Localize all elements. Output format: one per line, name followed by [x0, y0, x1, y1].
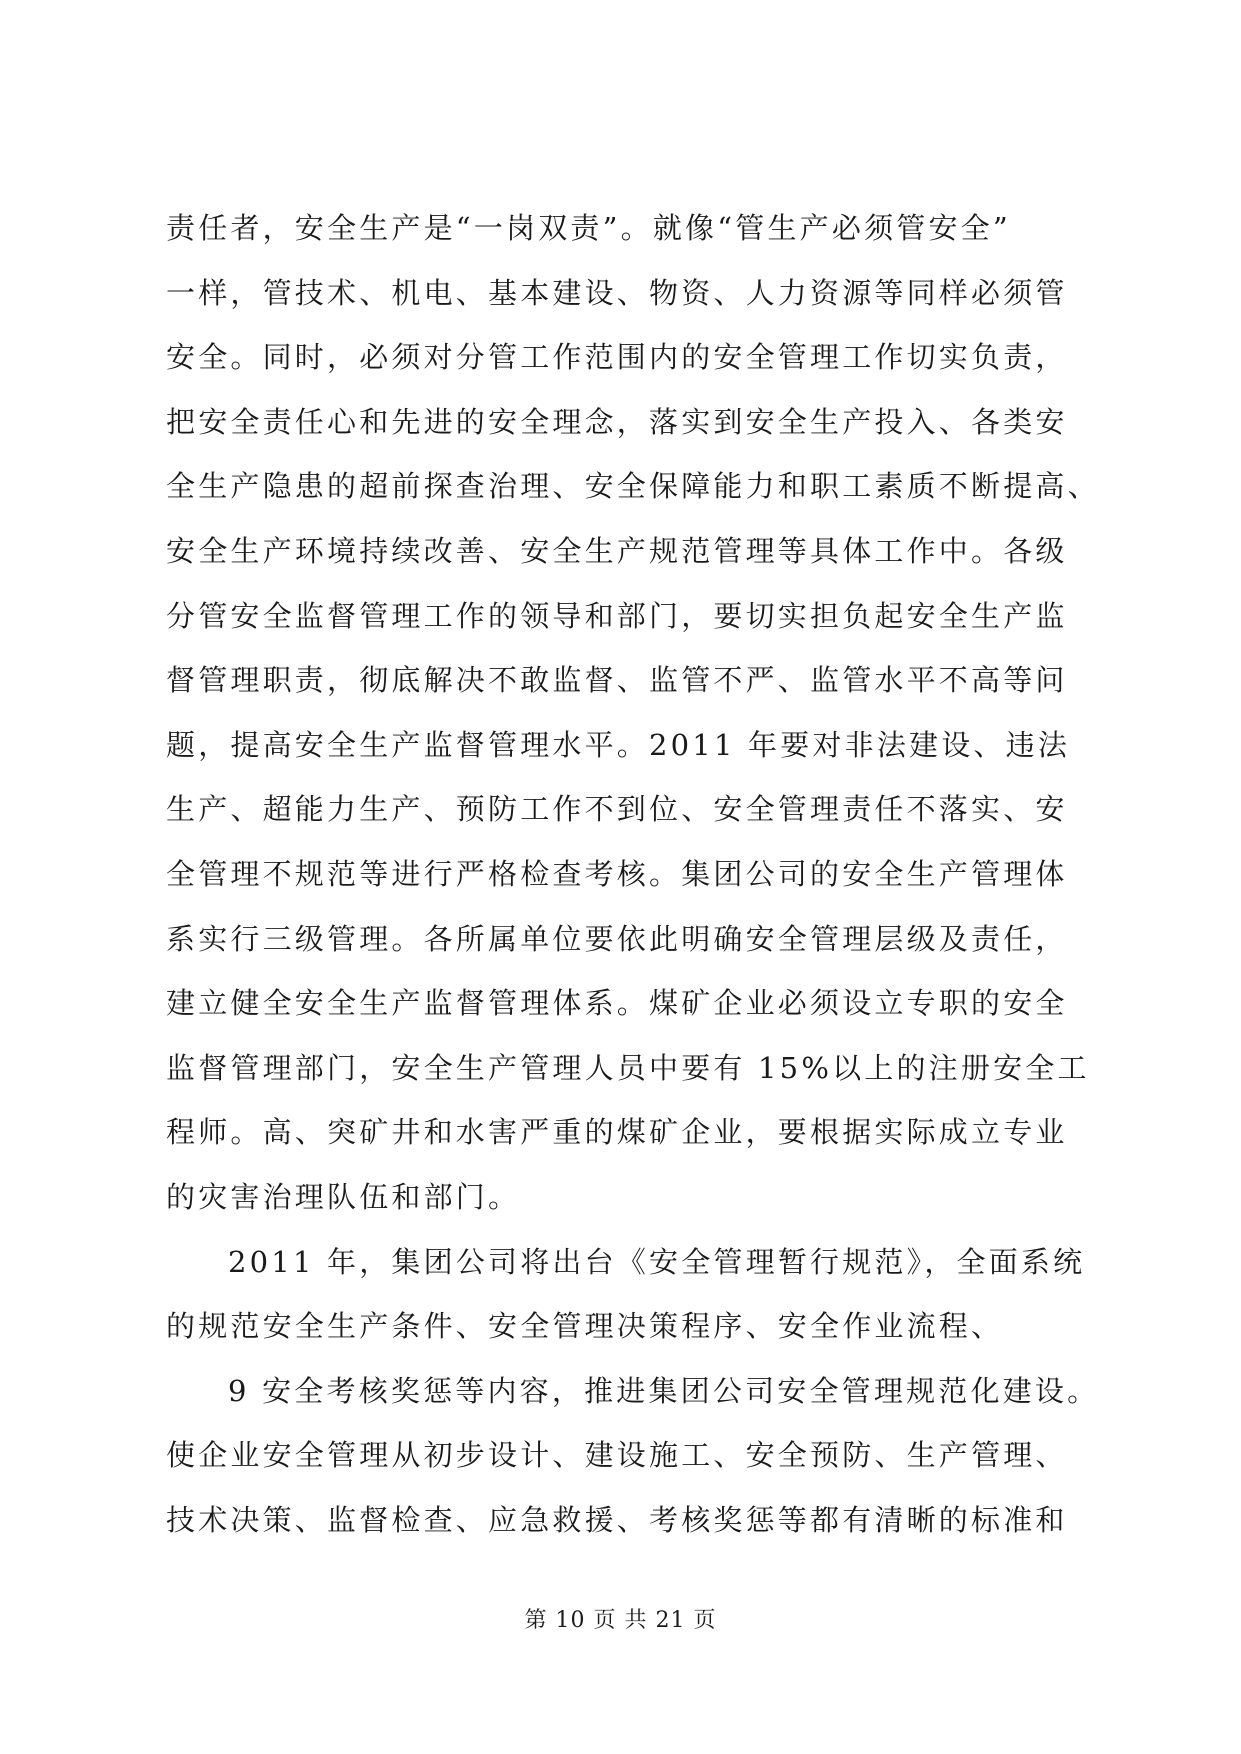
- text-line: 全管理不规范等进行严格检查考核。集团公司的安全生产管理体: [166, 856, 1068, 891]
- text-line: 把安全责任心和先进的安全理念，落实到安全生产投入、各类安: [166, 404, 1068, 439]
- body-text: [166, 196, 1100, 1552]
- text-line: 系实行三级管理。各所属单位要依此明确安全管理层级及责任，: [166, 921, 1068, 956]
- text-line: 建立健全安全生产监督管理体系。煤矿企业必须设立专职的安全: [166, 986, 1068, 1021]
- text-line: 分管安全监督管理工作的领导和部门，要切实担负起安全生产监: [166, 598, 1068, 633]
- text-line: 一样，管技术、机电、基本建设、物资、人力资源等同样必须管: [166, 275, 1068, 310]
- text-line: 使企业安全管理从初步设计、建设施工、安全预防、生产管理、: [166, 1438, 1068, 1473]
- text-line: 责任者，安全生产是“一岗双责”。就像“管生产必须管安全”: [166, 211, 1011, 245]
- text-line: 技术决策、监督检查、应急救援、考核奖惩等都有清晰的标准和: [166, 1502, 1068, 1537]
- text-line: 生产、超能力生产、预防工作不到位、安全管理责任不落实、安: [166, 792, 1068, 827]
- page-number-footer: 第 10 页 共 21 页: [524, 1608, 717, 1633]
- text-line: 题，提高安全生产监督管理水平。2011 年要对非法建设、违法: [166, 727, 1071, 762]
- text-line: 的规范安全生产条件、安全管理决策程序、安全作业流程、: [166, 1309, 1004, 1344]
- text-line: 督管理职责，彻底解决不敢监督、监管不严、监管水平不高等问: [166, 663, 1068, 698]
- text-line: 的灾害治理队伍和部门。: [166, 1179, 521, 1214]
- paragraph-first-line: 9 安全考核奖惩等内容，推进集团公司安全管理规范化建设。: [228, 1373, 1100, 1408]
- paragraph-first-line: 2011 年，集团公司将出台《安全管理暂行规范》，全面系统: [228, 1244, 1086, 1279]
- text-line: 安全。同时，必须对分管工作范围内的安全管理工作切实负责，: [166, 340, 1068, 375]
- text-line: 监督管理部门，安全生产管理人员中要有 15%以上的注册安全工: [166, 1050, 1090, 1085]
- text-line: 安全生产环境持续改善、安全生产规范管理等具体工作中。各级: [166, 533, 1068, 568]
- text-line: 全生产隐患的超前探查治理、安全保障能力和职工素质不断提高、: [166, 469, 1100, 504]
- text-line: 程师。高、突矿井和水害严重的煤矿企业，要根据实际成立专业: [166, 1115, 1068, 1150]
